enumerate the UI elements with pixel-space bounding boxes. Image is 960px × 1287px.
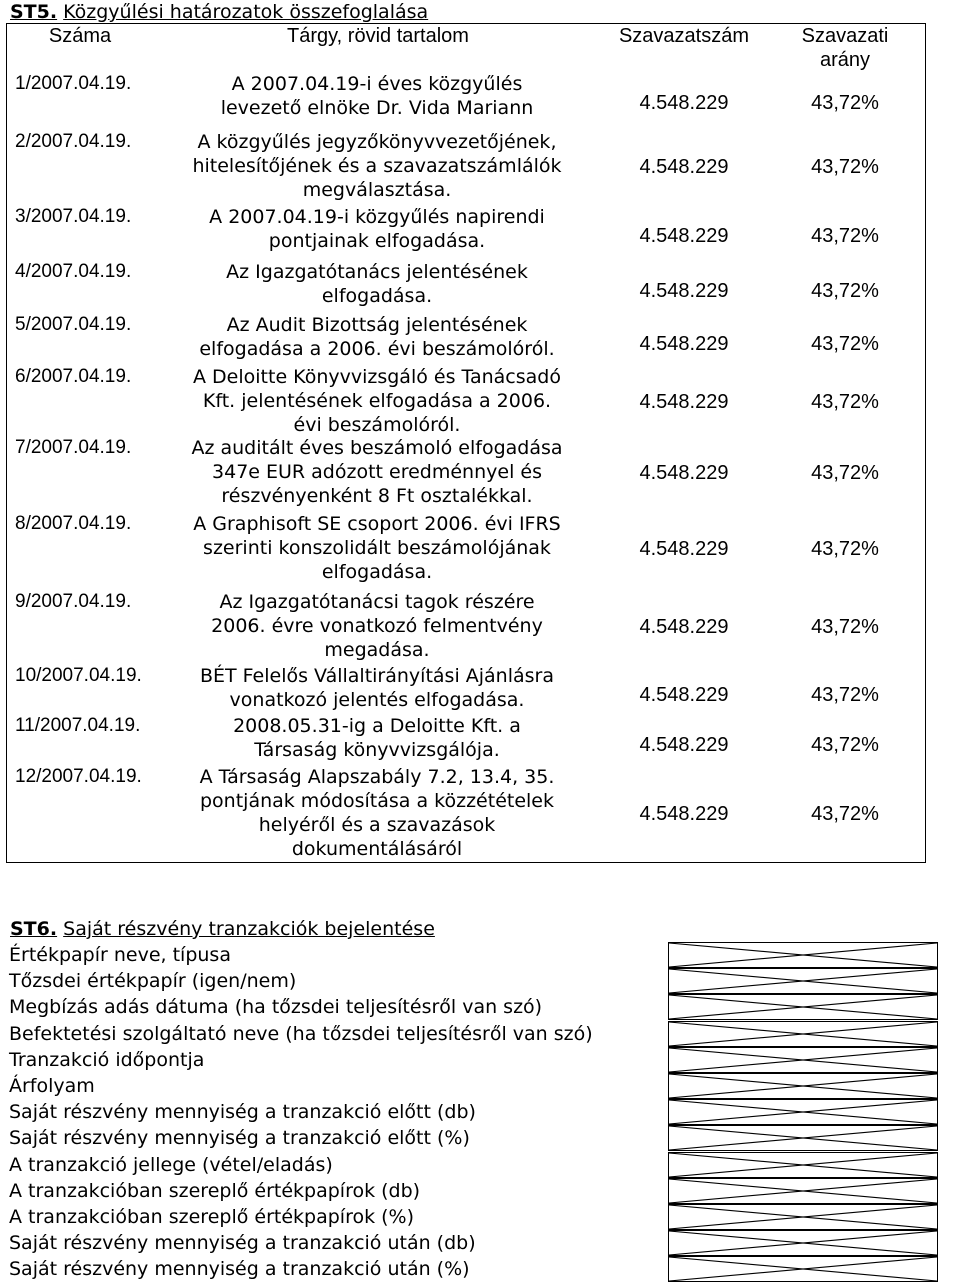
field-label: A tranzakcióban szereplő értékpapírok (db) — [9, 1179, 421, 1202]
st6-code: ST6. — [10, 918, 58, 940]
vote-count: 4.548.229 — [639, 734, 729, 756]
resolution-subject: A közgyűlés jegyzőkönyvvezetőjének, hitelesítőjének és a szavazatszámlálók megválasztása. — [192, 131, 562, 201]
field-label: Tőzsdei értékpapír (igen/nem) — [9, 970, 297, 993]
resolution-subject: A Társaság Alapszabály 7.2, 13.4, 35. pontjának módosítása a közzétételek helyéről és a szavazások dokumentálásáról — [199, 766, 555, 860]
vote-ratio: 43,72% — [811, 684, 879, 706]
field-label: Árfolyam — [9, 1075, 95, 1097]
resolution-number: 10/2007.04.19. — [15, 665, 142, 686]
resolution-number: 2/2007.04.19. — [15, 131, 132, 152]
vote-count: 4.548.229 — [639, 156, 729, 178]
crossed-out-cell — [668, 942, 938, 968]
header-ratio: Szavazati arány — [801, 25, 889, 71]
vote-ratio: 43,72% — [811, 156, 879, 178]
crossed-out-cell — [668, 1047, 938, 1073]
vote-ratio: 43,72% — [811, 92, 879, 114]
vote-count: 4.548.229 — [639, 538, 729, 560]
vote-ratio: 43,72% — [811, 225, 879, 247]
vote-ratio: 43,72% — [811, 333, 879, 355]
crossed-out-cell — [668, 1230, 938, 1256]
field-label: A tranzakcióban szereplő értékpapírok (%) — [9, 1206, 415, 1228]
vote-ratio: 43,72% — [811, 803, 879, 825]
resolution-number: 9/2007.04.19. — [15, 591, 132, 612]
resolution-subject: Az auditált éves beszámoló elfogadása 347e EUR adózott eredménnyel és részvényenként 8 Ft osztalékkal. — [191, 437, 563, 507]
resolution-number: 3/2007.04.19. — [15, 206, 132, 227]
field-label: A tranzakció jellege (vétel/eladás) — [9, 1153, 333, 1176]
resolution-number: 5/2007.04.19. — [15, 314, 132, 335]
field-label: Megbízás adás dátuma (ha tőzsdei teljesítésről van szó) — [9, 996, 543, 1019]
crossed-out-cell — [668, 994, 938, 1020]
resolution-subject: BÉT Felelős Vállaltirányítási Ajánlásra vonatkozó jelentés elfogadása. — [199, 665, 554, 711]
vote-count: 4.548.229 — [639, 391, 729, 413]
resolution-number: 4/2007.04.19. — [15, 261, 132, 282]
crossed-out-cell — [668, 1178, 938, 1204]
field-label: Befektetési szolgáltató neve (ha tőzsdei teljesítésről van szó) — [9, 1022, 593, 1045]
header-subject: Tárgy, rövid tartalom — [287, 25, 469, 47]
header-number: Száma — [48, 25, 112, 47]
vote-count: 4.548.229 — [639, 462, 729, 484]
vote-ratio: 43,72% — [811, 538, 879, 560]
vote-count: 4.548.229 — [639, 616, 729, 638]
crossed-out-cell — [668, 968, 938, 994]
resolution-number: 7/2007.04.19. — [15, 437, 132, 458]
resolution-number: 11/2007.04.19. — [15, 715, 141, 736]
field-label: Értékpapír neve, típusa — [9, 944, 231, 966]
resolutions-table — [6, 23, 926, 863]
crossed-out-cell — [668, 1256, 938, 1282]
crossed-out-cell — [668, 1152, 938, 1178]
resolution-subject: Az Igazgatótanácsi tagok részére 2006. évre vonatkozó felmentvény megadása. — [211, 591, 543, 661]
vote-count: 4.548.229 — [639, 803, 729, 825]
vote-count: 4.548.229 — [639, 684, 729, 706]
field-label: Tranzakció időpontja — [9, 1048, 205, 1071]
header-votes: Szavazatszám — [618, 25, 750, 47]
vote-count: 4.548.229 — [639, 280, 729, 302]
vote-ratio: 43,72% — [811, 391, 879, 413]
vote-count: 4.548.229 — [639, 92, 729, 114]
field-label: Saját részvény mennyiség a tranzakció előtt (db) — [9, 1101, 476, 1124]
field-label: Saját részvény mennyiség a tranzakció előtt (%) — [9, 1127, 470, 1150]
resolution-subject: A 2007.04.19-i éves közgyűlés levezető elnöke Dr. Vida Mariann — [220, 73, 534, 119]
field-label: Saját részvény mennyiség a tranzakció után (db) — [9, 1232, 476, 1255]
st5-code: ST5. — [10, 1, 58, 23]
resolution-subject: A 2007.04.19-i közgyűlés napirendi pontjainak elfogadása. — [209, 206, 545, 252]
st5-heading — [10, 0, 428, 24]
vote-ratio: 43,72% — [811, 616, 879, 638]
crossed-out-cell — [668, 1099, 938, 1125]
resolution-number: 6/2007.04.19. — [15, 366, 132, 387]
resolution-subject: 2008.05.31-ig a Deloitte Kft. a Társaság könyvvizsgálója. — [233, 715, 521, 761]
resolution-number: 12/2007.04.19. — [15, 766, 142, 787]
resolution-subject: A Deloitte Könyvvizsgáló és Tanácsadó Kft. jelentésének elfogadása a 2006. évi beszámolóról. — [193, 366, 561, 436]
vote-count: 4.548.229 — [639, 225, 729, 247]
resolution-subject: A Graphisoft SE csoport 2006. évi IFRS szerinti konszolidált beszámolójának elfogadása. — [193, 513, 561, 583]
resolution-subject: Az Igazgatótanács jelentésének elfogadása. — [226, 261, 528, 307]
st6-heading — [10, 917, 435, 941]
resolution-subject: Az Audit Bizottság jelentésének elfogadása a 2006. évi beszámolóról. — [199, 314, 555, 360]
crossed-out-cell — [668, 1021, 938, 1047]
crossed-out-cell — [668, 1073, 938, 1099]
resolution-number: 8/2007.04.19. — [15, 513, 132, 534]
vote-count: 4.548.229 — [639, 333, 729, 355]
vote-ratio: 43,72% — [811, 462, 879, 484]
field-label: Saját részvény mennyiség a tranzakció után (%) — [9, 1258, 470, 1281]
st5-title: Közgyűlési határozatok összefoglalása — [63, 1, 429, 23]
crossed-out-cell — [668, 1125, 938, 1151]
vote-ratio: 43,72% — [811, 734, 879, 756]
st6-title: Saját részvény tranzakciók bejelentése — [63, 918, 435, 940]
resolution-number: 1/2007.04.19. — [15, 73, 132, 94]
vote-ratio: 43,72% — [811, 280, 879, 302]
crossed-out-cell — [668, 1204, 938, 1230]
